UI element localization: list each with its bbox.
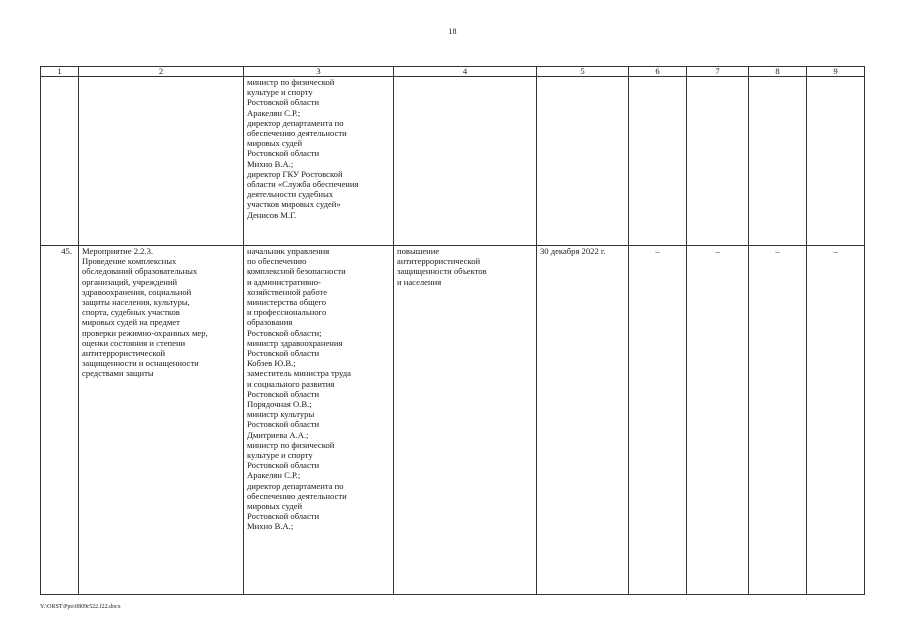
text-line: министр по физической	[247, 77, 335, 87]
text-line: и населения	[397, 276, 442, 287]
text-line: Ростовской области	[247, 388, 320, 399]
header-cell-8: 8	[749, 67, 807, 77]
text-line: директор департамента по	[247, 117, 344, 128]
text-line: министр по физической	[247, 439, 335, 450]
text-line: обеспечению деятельности	[247, 490, 347, 501]
text-line: министр здравоохранения	[247, 337, 343, 348]
text-line: мировых судей на предмет	[82, 317, 180, 328]
table-row-45	[41, 246, 865, 595]
text-line: начальник управления	[247, 246, 330, 256]
text-line: и социального развития	[247, 378, 335, 389]
text-line: Ростовской области;	[247, 327, 322, 338]
text-line: антитеррористической	[397, 256, 481, 267]
text-line: директор департамента по	[247, 480, 344, 491]
text-line: здравоохранения, социальной	[82, 286, 192, 297]
text-line: антитеррористической	[82, 348, 166, 359]
text-line: мировых судей	[247, 501, 303, 512]
text-line: министерства общего	[247, 297, 327, 308]
text-line: директор ГКУ Ростовской	[247, 168, 343, 179]
text-line: проверки режимно-охранных мер,	[82, 327, 208, 338]
cell-dash: –	[749, 246, 807, 595]
cell-dash: –	[807, 246, 865, 595]
text-line: Ростовской области	[247, 511, 320, 522]
header-cell-9: 9	[807, 67, 865, 77]
header-cell-6: 6	[629, 67, 687, 77]
text-line: спорта, судебных участков	[82, 307, 180, 318]
text-line: Кобзев Ю.В.;	[247, 358, 296, 369]
text-line: Денисов М.Г.	[247, 209, 297, 220]
cell-dash: –	[687, 246, 749, 595]
text-line: защищенности и оснащенности	[82, 358, 199, 369]
text-line: по обеспечению	[247, 256, 307, 267]
cell-measure-description	[79, 246, 244, 595]
text-line: Ростовской области	[247, 419, 320, 430]
text-line: Аракелян С.Р.;	[247, 470, 301, 481]
text-line: культуре и спорту	[247, 87, 313, 98]
text-line: организаций, учреждений	[82, 276, 178, 287]
header-cell-2: 2	[79, 67, 244, 77]
text-line: Порядочная О.В.;	[247, 399, 312, 410]
text-line: Михно В.А.;	[247, 158, 294, 169]
text-line: средствами защиты	[82, 368, 154, 379]
text-line: и административно-	[247, 276, 321, 287]
cell-empty	[79, 77, 244, 246]
text-line: Проведение комплексных	[82, 256, 177, 267]
text-line: образования	[247, 317, 293, 328]
text-line: обеспечению деятельности	[247, 128, 347, 139]
page-number: 18	[448, 27, 457, 36]
text-line: хозяйственной работе	[247, 286, 328, 297]
text-line: заместитель министра труда	[247, 368, 351, 379]
text-line: Ростовской области	[247, 460, 320, 471]
text-line: Михно В.А.;	[247, 521, 294, 532]
text-line: участков мировых судей»	[247, 199, 341, 210]
header-cell-5: 5	[537, 67, 629, 77]
text-line: Ростовской области	[247, 148, 320, 159]
row-number: 45.	[41, 246, 79, 595]
text-line: Ростовской области	[247, 97, 320, 108]
table-row-continued	[41, 77, 865, 246]
cell-dash: –	[629, 246, 687, 595]
cell-empty	[41, 77, 79, 246]
text-line: защиты населения, культуры,	[82, 297, 190, 308]
cell-empty	[749, 77, 807, 246]
text-line: оценки состояния и степени	[82, 337, 186, 348]
text-line: области «Служба обеспечения	[247, 179, 359, 190]
text-line: Мероприятие 2.2.3.	[82, 246, 154, 256]
cell-empty	[807, 77, 865, 246]
cell-responsible	[244, 246, 394, 595]
header-cell-3: 3	[244, 67, 394, 77]
header-cell-7: 7	[687, 67, 749, 77]
cell-empty	[629, 77, 687, 246]
header-cell-4: 4	[394, 67, 537, 77]
text-line: повышение	[397, 246, 440, 256]
text-line: министр культуры	[247, 409, 315, 420]
cell-empty	[537, 77, 629, 246]
cell-responsible	[244, 77, 394, 246]
cell-deadline: 30 декабря 2022 г.	[537, 246, 629, 595]
text-line: обследований образовательных	[82, 266, 198, 277]
text-line: мировых судей	[247, 138, 303, 149]
cell-empty	[687, 77, 749, 246]
cell-expected-result	[394, 246, 537, 595]
text-line: комплексной безопасности	[247, 266, 346, 277]
text-line: Дмитриева А.А.;	[247, 429, 309, 440]
text-line: культуре и спорту	[247, 450, 313, 461]
text-line: и профессионального	[247, 307, 327, 318]
text-line: Аракелян С.Р.;	[247, 107, 301, 118]
text-line: деятельности судебных	[247, 189, 334, 200]
footer-file-path: Y:\ORST\Ppo\0809r522.f22.docx	[40, 604, 121, 610]
program-table	[40, 66, 865, 595]
text-line: защищенности объектов	[397, 266, 487, 277]
column-number-header	[41, 67, 865, 77]
header-cell-1: 1	[41, 67, 79, 77]
text-line: Ростовской области	[247, 348, 320, 359]
cell-empty	[394, 77, 537, 246]
